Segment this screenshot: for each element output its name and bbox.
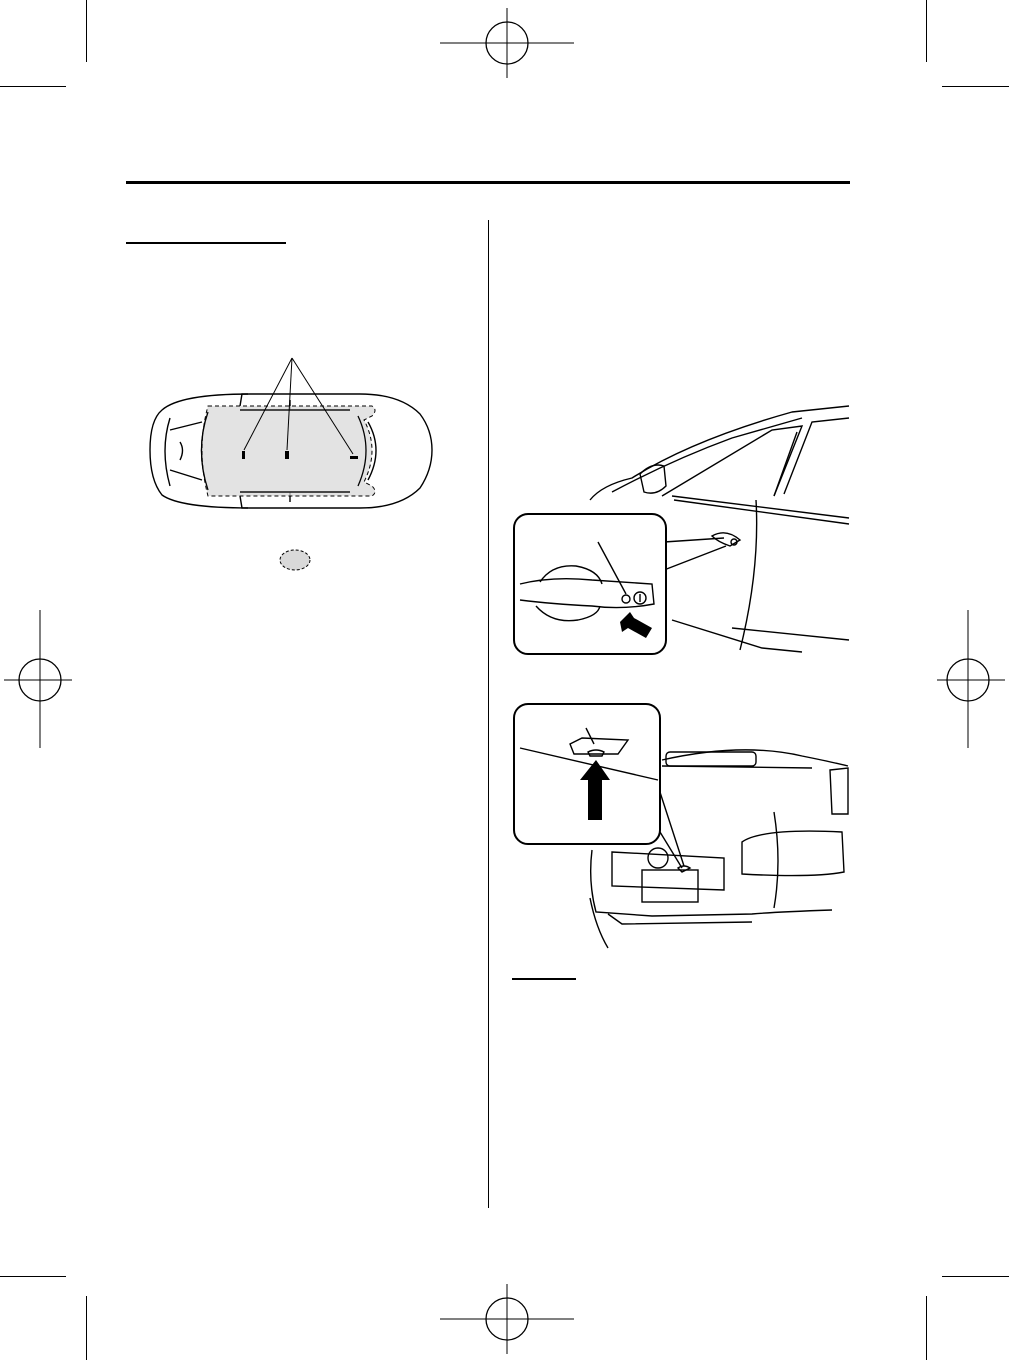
door-handle-figure: [512, 400, 852, 660]
header-rule: [126, 181, 850, 184]
crop-mark-bottom-right-h: [942, 1276, 1009, 1277]
crop-mark-top-left-v: [86, 0, 87, 62]
column-divider: [488, 220, 489, 1208]
crop-mark-top-left-h: [0, 86, 66, 87]
crop-mark-bottom-left-h: [0, 1276, 66, 1277]
antenna-marker-rear: [350, 456, 358, 459]
registration-target-left: [0, 610, 72, 750]
crop-mark-top-right-h: [942, 86, 1009, 87]
note-heading-underline: [512, 978, 576, 980]
crop-mark-bottom-right-v: [926, 1296, 927, 1360]
antenna-marker-center: [285, 451, 289, 459]
crop-mark-bottom-left-v: [86, 1296, 87, 1360]
section-heading-underline: [126, 242, 286, 244]
legend-swatch-icon: [278, 549, 312, 571]
registration-target-right: [937, 610, 1009, 750]
crop-mark-top-right-v: [926, 0, 927, 62]
registration-target-bottom: [440, 1280, 574, 1360]
registration-target-top: [440, 0, 574, 90]
antenna-layout-figure: [140, 350, 440, 520]
antenna-marker-front: [242, 451, 245, 459]
liftgate-figure: [512, 702, 852, 952]
